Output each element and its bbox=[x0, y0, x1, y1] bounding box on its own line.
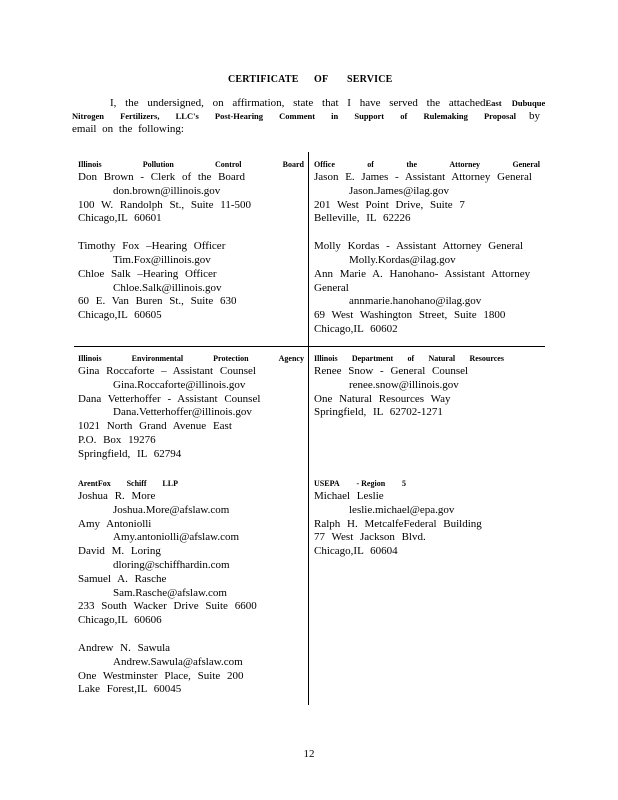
intro-document-name: East Dubuque bbox=[485, 98, 546, 108]
address-line: P.O. Box 19276 bbox=[78, 433, 156, 446]
address-line: Chicago,IL 60604 bbox=[314, 545, 398, 558]
block-heading-word: of bbox=[407, 354, 415, 363]
address-line: 77 West Jackson Blvd. bbox=[314, 531, 426, 544]
address-line: One Natural Resources Way bbox=[314, 392, 451, 405]
block-spacer bbox=[314, 226, 540, 240]
block-heading-word: Office bbox=[314, 160, 335, 169]
block-heading-word: Schiff bbox=[126, 479, 147, 488]
address-line: Ann Marie A. Hanohano- Assistant Attorney bbox=[314, 267, 531, 280]
email-line: Joshua.More@afslaw.com bbox=[113, 503, 230, 516]
title-word-of: OF bbox=[314, 74, 329, 85]
address-line: Samuel A. Rasche bbox=[78, 572, 167, 585]
block-heading-word: Resources bbox=[469, 354, 504, 363]
row-divider bbox=[74, 346, 545, 347]
address-line: Ralph H. MetcalfeFederal Building bbox=[314, 517, 482, 530]
email-line: Sam.Rasche@afslaw.com bbox=[113, 586, 227, 599]
email-line: renee.snow@illinois.gov bbox=[349, 378, 459, 391]
block-spacer bbox=[78, 226, 304, 240]
block-heading-word: Protection bbox=[213, 354, 249, 363]
block-heading-word: Control bbox=[214, 160, 242, 169]
address-line: Lake Forest,IL 60045 bbox=[78, 683, 182, 696]
email-line: Dana.Vetterhoffer@illinois.gov bbox=[113, 406, 252, 419]
address-line: Belleville, IL 62226 bbox=[314, 212, 411, 225]
address-line: Springfield, IL 62794 bbox=[78, 447, 182, 460]
block-heading bbox=[314, 352, 504, 365]
address-line: 60 E. Van Buren St., Suite 630 bbox=[78, 295, 237, 308]
column-divider bbox=[308, 152, 309, 705]
address-line: Chloe Salk –Hearing Officer bbox=[78, 267, 217, 280]
intro-line-1: I, the undersigned, on affirmation, state that I have served the attached bbox=[110, 97, 486, 109]
address-line: Don Brown - Clerk of the Board bbox=[78, 171, 245, 183]
email-line: Gina.Roccaforte@illinois.gov bbox=[113, 378, 246, 391]
address-line: Timothy Fox –Hearing Officer bbox=[78, 240, 226, 253]
block-heading bbox=[78, 352, 304, 365]
email-line: Jason.James@ilag.gov bbox=[349, 184, 449, 197]
block-heading-word: Natural bbox=[428, 354, 456, 363]
block-heading-word: Illinois bbox=[78, 354, 102, 363]
block-heading-word: LLP bbox=[162, 479, 178, 488]
address-line: General bbox=[314, 281, 349, 294]
email-line: Molly.Kordas@ilag.gov bbox=[349, 253, 456, 266]
block-heading-word: Attorney bbox=[449, 160, 481, 169]
intro-by: by bbox=[529, 110, 540, 122]
email-line: don.brown@illinois.gov bbox=[113, 184, 221, 197]
address-line: 233 South Wacker Drive Suite 6600 bbox=[78, 600, 257, 613]
email-line: Tim.Fox@illinois.gov bbox=[113, 253, 211, 266]
email-line: Andrew.Sawula@afslaw.com bbox=[113, 655, 243, 668]
address-line: 100 W. Randolph St., Suite 11-500 bbox=[78, 198, 251, 211]
intro-line-3: email on the following: bbox=[72, 123, 184, 135]
block-heading-word: Environmental bbox=[131, 354, 184, 363]
service-block-ipcb bbox=[78, 158, 304, 323]
block-heading bbox=[314, 158, 540, 171]
intro-line-2: Nitrogen Fertilizers, LLC's Post-Hearing Comment in Support of Rulemaking Proposal bbox=[72, 111, 516, 121]
block-heading-word: ArentFox bbox=[78, 479, 111, 488]
block-heading bbox=[314, 477, 406, 490]
address-line: Andrew N. Sawula bbox=[78, 641, 171, 654]
address-line: Dana Vetterhoffer - Assistant Counsel bbox=[78, 392, 261, 405]
intro-paragraph bbox=[72, 97, 546, 136]
address-line: Springfield, IL 62702-1271 bbox=[314, 406, 443, 419]
block-heading-word: General bbox=[512, 160, 540, 169]
block-heading-word: Pollution bbox=[142, 160, 174, 169]
block-heading bbox=[78, 158, 304, 171]
address-line: David M. Loring bbox=[78, 545, 161, 558]
service-block-usepa bbox=[314, 477, 482, 559]
block-heading-word: Agency bbox=[278, 354, 304, 363]
service-block-idnr bbox=[314, 352, 504, 420]
address-line: Renee Snow - General Counsel bbox=[314, 365, 469, 377]
block-heading-word: of bbox=[367, 160, 374, 169]
title-word-service: SERVICE bbox=[347, 74, 393, 85]
address-line: One Westminster Place, Suite 200 bbox=[78, 669, 244, 682]
block-heading-word: USEPA bbox=[314, 479, 340, 488]
email-line: annmarie.hanohano@ilag.gov bbox=[349, 295, 482, 308]
address-line: Chicago,IL 60602 bbox=[314, 322, 398, 335]
service-block-arentfox bbox=[78, 477, 257, 697]
block-heading bbox=[78, 477, 178, 490]
email-line: leslie.michael@epa.gov bbox=[349, 503, 455, 516]
block-heading-word: Illinois bbox=[78, 160, 102, 169]
block-heading-word: Board bbox=[282, 160, 304, 169]
address-line: Gina Roccaforte – Assistant Counsel bbox=[78, 365, 256, 377]
service-block-attorney-general bbox=[314, 158, 540, 337]
address-line: Amy Antoniolli bbox=[78, 517, 152, 530]
address-line: 69 West Washington Street, Suite 1800 bbox=[314, 309, 506, 322]
email-line: Chloe.Salk@illinois.gov bbox=[113, 281, 222, 294]
block-spacer bbox=[78, 628, 178, 642]
block-heading-word: Department bbox=[351, 354, 394, 363]
title-word-certificate: CERTIFICATE bbox=[228, 74, 299, 85]
address-line: Molly Kordas - Assistant Attorney General bbox=[314, 240, 524, 253]
address-line: Chicago,IL 60601 bbox=[78, 212, 162, 225]
block-heading-word: 5 bbox=[402, 479, 406, 488]
address-line: 201 West Point Drive, Suite 7 bbox=[314, 198, 465, 211]
page-number: 12 bbox=[303, 748, 315, 760]
address-line: Joshua R. More bbox=[78, 490, 156, 502]
block-heading-word: - Region bbox=[356, 479, 386, 488]
block-heading-word: the bbox=[406, 160, 417, 169]
address-line: Chicago,IL 60605 bbox=[78, 309, 162, 322]
address-line: Chicago,IL 60606 bbox=[78, 614, 162, 627]
address-line: Jason E. James - Assistant Attorney General bbox=[314, 171, 532, 183]
email-line: Amy.antoniolli@afslaw.com bbox=[113, 531, 240, 544]
address-line: Michael Leslie bbox=[314, 490, 384, 502]
block-heading-word: Illinois bbox=[314, 354, 338, 363]
address-line: 1021 North Grand Avenue East bbox=[78, 420, 232, 433]
service-block-iepa bbox=[78, 352, 304, 462]
email-line: dloring@schiffhardin.com bbox=[113, 558, 230, 571]
